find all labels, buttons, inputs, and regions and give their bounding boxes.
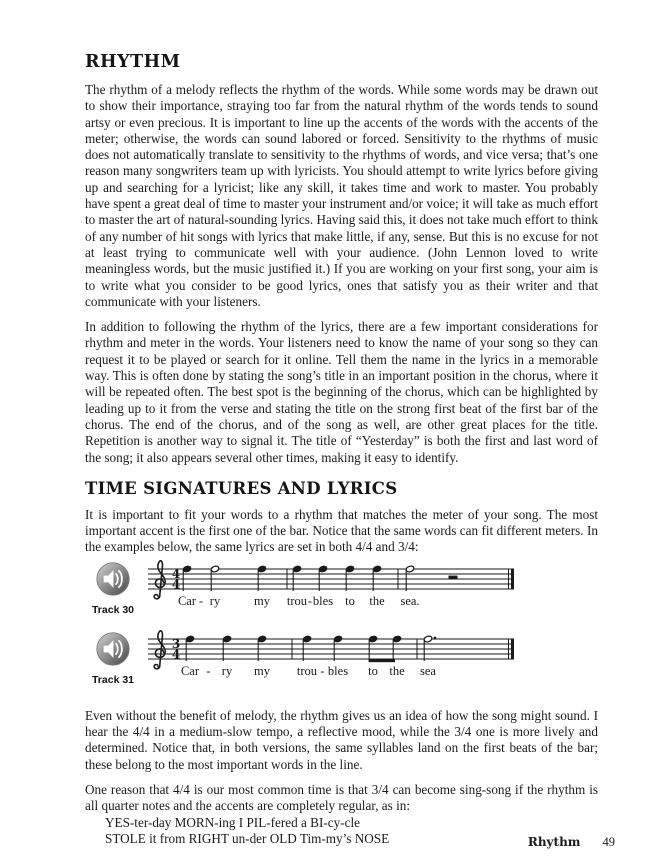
svg-text:my: my [254,593,270,608]
footer-page-number: 49 [602,835,615,849]
svg-text:the: the [389,663,405,678]
svg-text:bles: bles [327,663,349,678]
music-example-44 [85,560,598,616]
track-30-cell [85,560,141,616]
svg-text:to: to [345,593,355,608]
lyric-example-line-1: YES-ter-day MORN-ing I PIL-fered a BI-cy-cle [105,814,360,830]
paragraph-rhythm-1: The rhythm of a melody reflects the rhythm of the words. While some words may be drawn out to show their importance, straying too far from the natural rhythm of the words tends to sound artsy or even precious. It is important to line up the accents of the words with the accents of the meter; otherwise, the words can sound labored or forced. Sensitivity to the rhythms of music does not automatically translate to sensitivity to the rhythms of words, and vice versa; that’s one reason many songwriters team up with lyricists. You should attempt to write lyrics before giving up and searching for a lyricist; like any skill, it takes time and work to master. You probably have spent a great deal of time to master your instrument and/or voice; it will take as much effort to master the art of natural-sounding lyrics. Having said this, it does not take much effort to think of any number of hit songs with lyrics that make little, if any, sense. But this is no excuse for not at least trying to communicate well with your audience. (John Lennon loved to write meaningless words, but the music justified it.) If you are working on your first song, your aim is to write what you consider to be good lyrics, ones that satisfy you as their writer and that communicate with your listeners. [85,82,598,309]
svg-text:trou: trou [286,593,308,608]
section-heading-rhythm: RHYTHM [85,52,181,72]
svg-text:to: to [368,663,378,678]
svg-text:Car: Car [180,663,200,678]
lyric-example-line-2: STOLE it from RIGHT un-der OLD Tim-my’s NOSE [105,830,390,846]
footer-chapter-title: Rhythm [527,835,581,849]
section-heading-time-signatures: TIME SIGNATURES AND LYRICS [85,478,398,498]
svg-text:bles: bles [312,593,334,608]
track-31-cell [85,630,141,686]
track-31-label: Track 31 [91,673,135,686]
paragraph-time-signatures: It is important to fit your words to a rhythm that matches the meter of your song. The most important accent is the first one of the bar. Notice that the same words can fit different meters. In the examples below, the same lyrics are set in both 4/4 and 3/4: [85,506,598,555]
music-staff-track31 [148,630,516,682]
paragraph-even-without: Even without the benefit of melody, the rhythm gives us an idea of how the song might sound. I hear the 4/4 in a medium-slow tempo, a reflective mood, while the 3/4 one is more lively and determined. Notice that, in both versions, the same syllables land on the first beats of the bar; these belong to the most important words in the line. [85,707,598,772]
svg-text:-: - [320,663,325,678]
svg-text:ry: ry [221,663,233,678]
svg-text:the: the [369,593,385,608]
paragraph-rhythm-2: In addition to following the rhythm of the lyrics, there are a few important considerations for rhythm and meter in the words. Your listeners need to know the name of your song so they can request it to be played or search for it online. Tell them the name in the lyrics in a memorable way. This is often done by stating the song’s title in an important position in the chorus, where it will be repeated often. The best spot is the beginning of the chorus, which can be highlighted by leading up to it from the verse and stating the title on the strong first beat of the first bar of the chorus. The end of the chorus, and of the song as well, are other great places for the title. Repetition is another way to signal it. The title of “Yesterday” is both the first and last word of the song; it also appears several other times, making it easy to identify. [85,319,598,465]
speaker-icon [96,562,130,596]
svg-text:-: - [198,593,204,608]
music-example-34 [85,630,598,686]
svg-text:3: 3 [171,636,181,651]
speaker-icon [96,632,130,666]
svg-text:my: my [254,663,270,678]
svg-text:sea.: sea. [400,593,420,608]
svg-text:4: 4 [171,577,181,592]
page-footer [528,835,615,850]
svg-text:trou: trou [296,663,318,678]
svg-text:-: - [307,593,313,608]
paragraph-one-reason: One reason that 4/4 is our most common time is that 3/4 can become sing-song if the rhythm is all quarter notes and the accents are completely regular, as in: [85,781,598,814]
svg-text:ry: ry [209,593,221,608]
music-staff-track30 [148,560,516,612]
svg-text:Car: Car [177,593,197,608]
svg-text:4: 4 [171,566,181,581]
svg-text:-: - [206,663,211,678]
track-30-label: Track 30 [91,603,135,616]
svg-text:4: 4 [171,647,181,662]
svg-text:sea: sea [420,663,436,678]
